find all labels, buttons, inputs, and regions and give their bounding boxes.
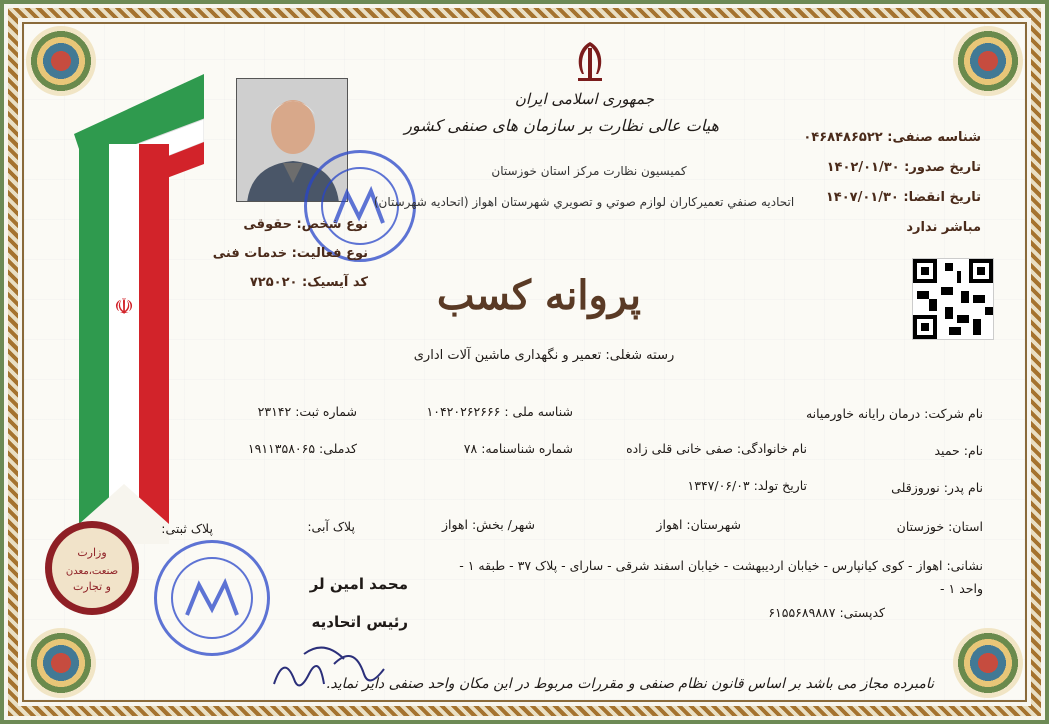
county: شهرستان: اهواز <box>656 517 741 532</box>
header-republic: جمهوری اسلامی ایران <box>514 90 654 108</box>
svg-text:☫: ☫ <box>114 295 134 320</box>
seal-line1: وزارت <box>77 546 107 559</box>
guild-id: شناسه صنفی: ۰۴۶۸۴۸۶۵۲۲ <box>803 130 981 145</box>
seal-line2: صنعت،معدن <box>65 566 119 577</box>
flag-ribbon-icon <box>44 64 204 544</box>
field-of-work: رسته شغلی: تعمیر و نگهداری ماشین آلات اداری <box>413 348 675 363</box>
person-type: نوع شخص: حقوقی <box>243 217 368 232</box>
isic-code: کد آیسیک: ۷۲۵۰۲۰ <box>249 275 368 290</box>
birth-date: تاریخ تولد: ۱۳۴۷/۰۶/۰۳ <box>687 478 807 493</box>
handwritten-signature-icon <box>264 634 414 704</box>
qr-code-icon <box>912 258 994 340</box>
blue-plate: پلاک آبی: <box>307 519 355 534</box>
corner-ornament-icon <box>953 26 1023 96</box>
header-union: اتحاديه صنفي تعميركاران لوازم صوتي و تصويري شهرستان اهواز (اتحاديه شهرستان) <box>373 195 795 209</box>
page-title: پروانه کسب <box>436 272 642 319</box>
father-name: نام پدر: نوروزقلی <box>891 480 983 495</box>
province: استان: خوزستان <box>896 519 983 534</box>
issue-date: تاریخ صدور: ۱۴۰۲/۰۱/۳۰ <box>826 160 981 175</box>
family-name: نام خانوادگی: صفی خانی قلی زاده <box>626 441 807 456</box>
mobasher-status: مباشر ندارد <box>906 220 981 235</box>
iran-emblem-icon <box>568 38 612 86</box>
city: شهر/ بخش: اهواز <box>441 517 535 532</box>
ministry-seal-icon <box>42 518 142 618</box>
company-name: نام شرکت: درمان رایانه خاورمیانه <box>805 406 983 421</box>
signatory-role: رئیس اتحادیه <box>311 613 408 631</box>
national-code: کدملی: ۱۹۱۱۳۵۸۰۶۵ <box>247 441 357 456</box>
registration-no: شماره ثبت: ۲۳۱۴۲ <box>257 404 357 419</box>
corner-ornament-icon <box>953 628 1023 698</box>
seal-line3: و تجارت <box>73 580 111 593</box>
footer-note: نامبرده مجاز می باشد بر اساس قانون نظام صنفی و مقررات مربوط در این مکان واحد صنفی دایر نماید. <box>325 676 934 692</box>
address: نشانی: اهواز - کوی کیانپارس - خیابان اردیبهشت - خیابان اسفند شرقی - سارای - پلاک ۳۷ - طبقه ۱ - <box>459 558 983 573</box>
header-commission: کمیسیون نظارت مرکز استان خوزستان <box>491 164 687 178</box>
corner-ornament-icon <box>26 628 96 698</box>
first-name: نام: حمید <box>934 443 983 458</box>
header-board: هیات عالی نظارت بر سازمان های صنفی کشور <box>404 116 719 135</box>
registration-plate: پلاک ثبتی: <box>161 521 213 536</box>
signatory-name: محمد امین لر <box>309 575 408 593</box>
postal-code: کدپستی: ۶۱۵۵۶۸۹۸۸۷ <box>768 605 885 620</box>
id-number: شماره شناسنامه: ۷۸ <box>463 441 573 456</box>
activity-type: نوع فعالیت: خدمات فنی <box>212 246 368 261</box>
address-continued: واحد ۱ - <box>940 581 983 596</box>
expiry-date: تاریخ انقضا: ۱۴۰۷/۰۱/۳۰ <box>825 190 981 205</box>
national-id: شناسه ملی : ۱۰۴۲۰۲۶۲۶۶۶ <box>426 404 573 419</box>
union-stamp-icon <box>154 540 270 656</box>
